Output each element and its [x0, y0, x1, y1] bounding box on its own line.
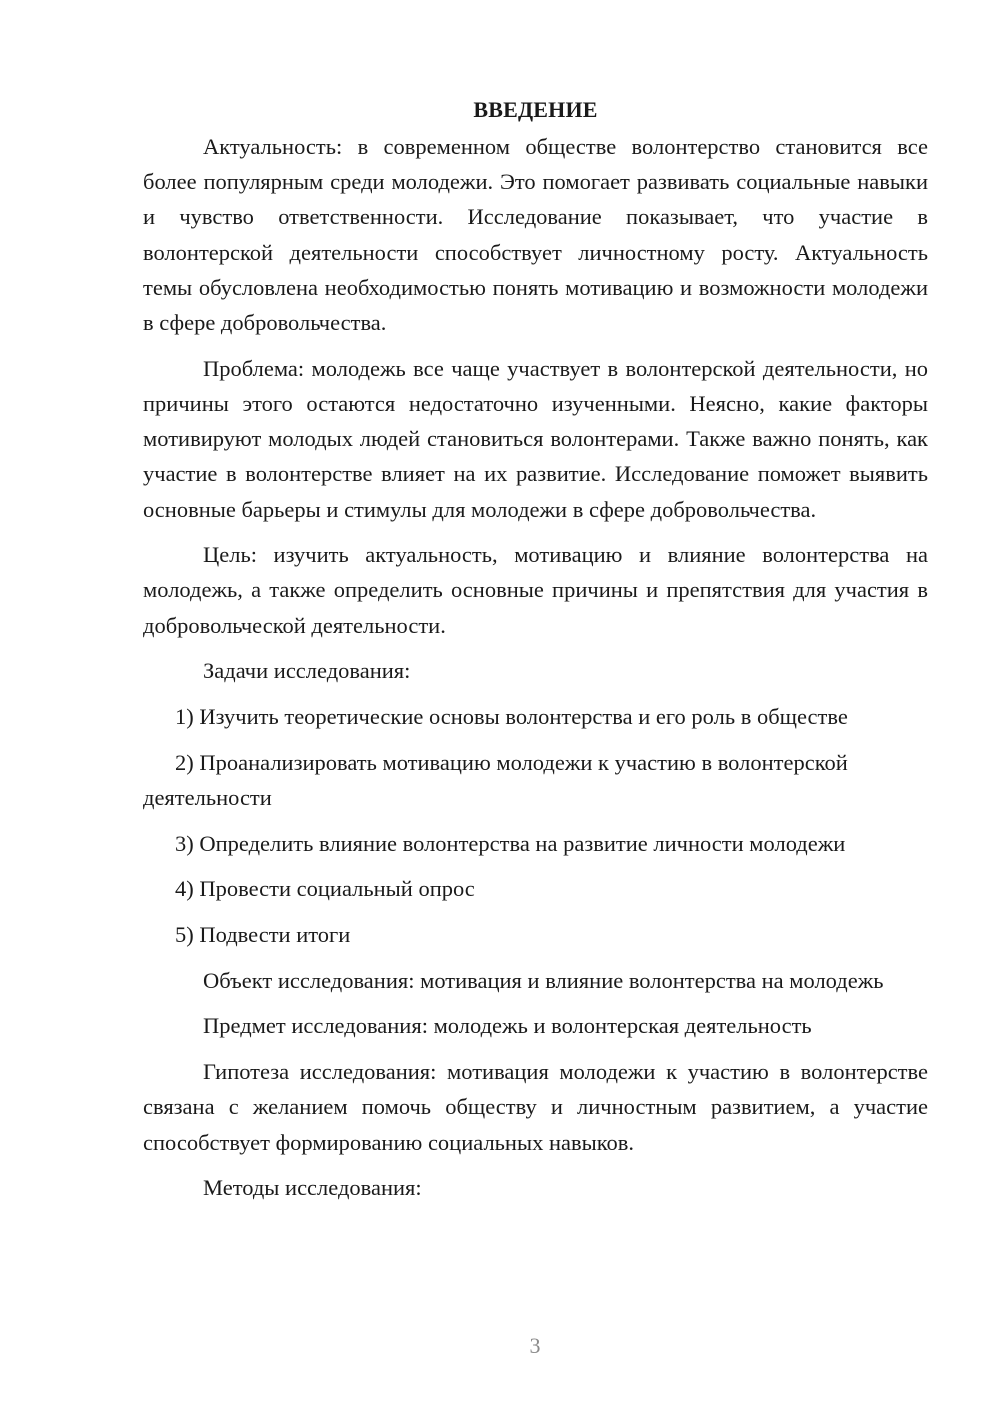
- task-item: 5) Подвести итоги: [175, 922, 351, 948]
- task-item: 2) Проанализировать мотивацию молодежи к участию в волонтерской деятельности: [143, 749, 848, 810]
- relevance-paragraph: Актуальность: в современном обществе волонтерство становится все более популярным среди молодежи. Это помогает развивать социальные навыки и чувство ответственности. Исследование показывает, что участие в волонтерской деятельности способствует личностному росту. Актуальность темы обусловлена необходимостью понять мотивацию и возможности молодежи в сфере добровольчества.: [143, 134, 928, 336]
- object-paragraph: Объект исследования: мотивация и влияние волонтерства на молодежь: [203, 967, 884, 993]
- document-body: [143, 92, 928, 1216]
- tasks-heading: Задачи исследования:: [203, 658, 411, 684]
- task-item: 3) Определить влияние волонтерства на развитие личности молодежи: [175, 830, 846, 856]
- task-item: 4) Провести социальный опрос: [175, 876, 475, 902]
- methods-heading: Методы исследования:: [203, 1175, 422, 1201]
- goal-paragraph: Цель: изучить актуальность, мотивацию и влияние волонтерства на молодежь, а также определить основные причины и препятствия для участия в добровольческой деятельности.: [143, 542, 928, 638]
- subject-paragraph: Предмет исследования: молодежь и волонтерская деятельность: [203, 1013, 812, 1039]
- hypothesis-paragraph: Гипотеза исследования: мотивация молодежи к участию в волонтерстве связана с желанием помочь обществу и личностным развитием, а участие способствует формированию социальных навыков.: [143, 1059, 928, 1155]
- problem-paragraph: Проблема: молодежь все чаще участвует в волонтерской деятельности, но причины этого остаются недостаточно изученными. Неясно, какие факторы мотивируют молодых людей становиться волонтерами. Также важно понять, как участие в волонтерстве влияет на их развитие. Исследование поможет выявить основные барьеры и стимулы для молодежи в сфере добровольчества.: [143, 355, 928, 522]
- page-number: 3: [529, 1333, 541, 1358]
- task-item: 1) Изучить теоретические основы волонтерства и его роль в обществе: [175, 704, 848, 730]
- page-title: ВВЕДЕНИЕ: [473, 97, 598, 122]
